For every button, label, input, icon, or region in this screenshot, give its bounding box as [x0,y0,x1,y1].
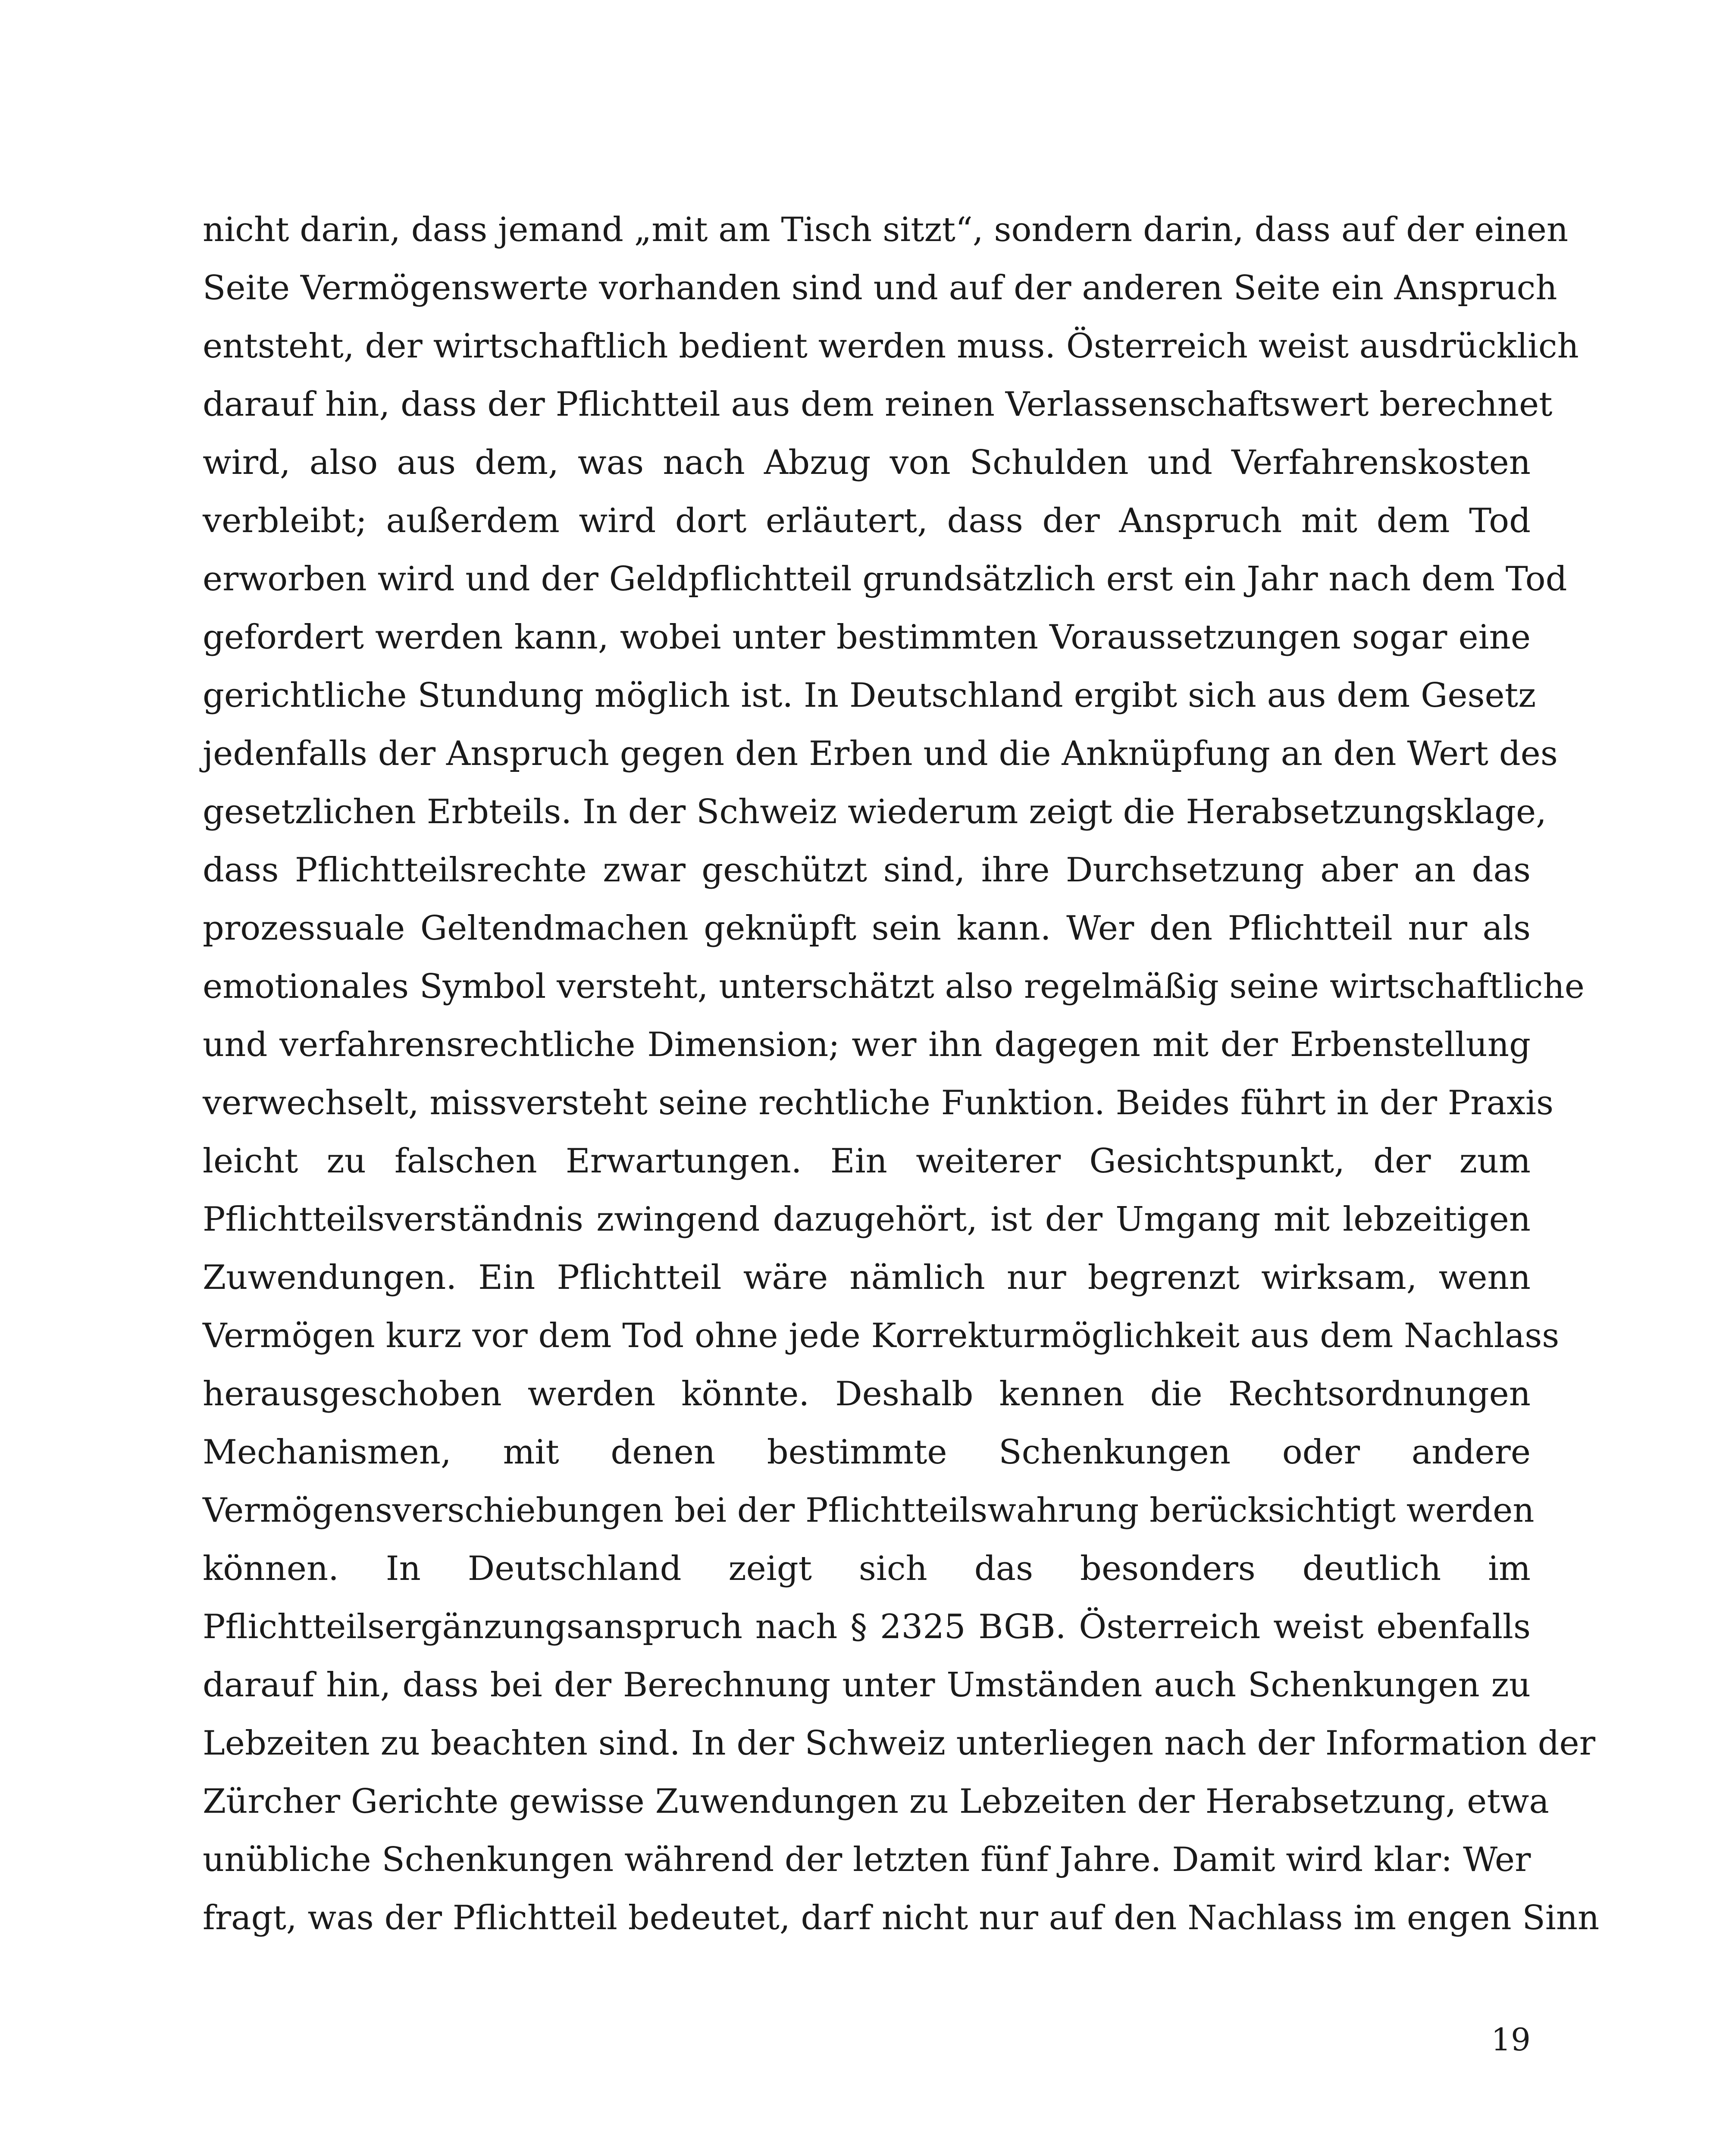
text-line: nicht darin, dass jemand „mit am Tisch sitzt“, sondern darin, dass auf der einen [203,210,1569,249]
text-line: und verfahrensrechtliche Dimension; wer ihn dagegen mit der Erbenstellung [203,1025,1531,1064]
text-line: verwechselt, missversteht seine rechtliche Funktion. Beides führt in der Praxis [203,1084,1554,1122]
text-line: Pflichtteilsverständnis zwingend dazugehört, ist der Umgang mit lebzeitigen [203,1200,1531,1239]
text-line: entsteht, der wirtschaftlich bedient werden muss. Österreich weist ausdrücklich [203,327,1579,366]
text-line: darauf hin, dass bei der Berechnung unter Umständen auch Schenkungen zu [203,1666,1531,1705]
text-line: herausgeschoben werden könnte. Deshalb kennen die Rechtsordnungen [203,1375,1531,1413]
text-line: Mechanismen, mit denen bestimmte Schenkungen oder andere [203,1433,1531,1472]
text-line: gesetzlichen Erbteils. In der Schweiz wiederum zeigt die Herabsetzungsklage, [203,793,1547,831]
text-line: Zuwendungen. Ein Pflichtteil wäre nämlich nur begrenzt wirksam, wenn [203,1258,1531,1297]
text-line: gerichtliche Stundung möglich ist. In Deutschland ergibt sich aus dem Gesetz [203,676,1536,715]
text-line: emotionales Symbol versteht, unterschätzt also regelmäßig seine wirtschaftliche [203,967,1585,1006]
body-text [203,201,1600,1947]
text-line: gefordert werden kann, wobei unter bestimmten Voraussetzungen sogar eine [203,618,1531,657]
text-line: jedenfalls der Anspruch gegen den Erben und die Anknüpfung an den Wert des [203,734,1558,773]
page-number: 19 [1491,2021,1531,2058]
text-line: dass Pflichtteilsrechte zwar geschützt sind, ihre Durchsetzung aber an das [203,851,1531,890]
text-line: Zürcher Gerichte gewisse Zuwendungen zu Lebzeiten der Herabsetzung, etwa [203,1782,1549,1821]
text-line: verbleibt; außerdem wird dort erläutert, dass der Anspruch mit dem Tod [203,501,1531,540]
text-line: erworben wird und der Geldpflichtteil grundsätzlich erst ein Jahr nach dem Tod [203,560,1567,599]
text-line: wird, also aus dem, was nach Abzug von Schulden und Verfahrenskosten [203,443,1531,482]
text-line: darauf hin, dass der Pflichtteil aus dem reinen Verlassenschaftswert berechnet [203,385,1553,424]
text-line: Vermögensverschiebungen bei der Pflichtteilswahrung berücksichtigt werden [203,1491,1535,1530]
text-line: unübliche Schenkungen während der letzten fünf Jahre. Damit wird klar: Wer [203,1840,1531,1879]
text-line: Pflichtteilsergänzungsanspruch nach § 2325 BGB. Österreich weist ebenfalls [203,1608,1531,1646]
text-line: können. In Deutschland zeigt sich das besonders deutlich im [203,1549,1531,1588]
text-line: Vermögen kurz vor dem Tod ohne jede Korrekturmöglichkeit aus dem Nachlass [203,1316,1560,1355]
text-line: Lebzeiten zu beachten sind. In der Schweiz unterliegen nach der Information der [203,1724,1595,1763]
text-line: Seite Vermögenswerte vorhanden sind und auf der anderen Seite ein Anspruch [203,269,1557,307]
text-line: prozessuale Geltendmachen geknüpft sein kann. Wer den Pflichtteil nur als [203,909,1531,948]
text-line: leicht zu falschen Erwartungen. Ein weiterer Gesichtspunkt, der zum [203,1142,1531,1181]
text-line: fragt, was der Pflichtteil bedeutet, darf nicht nur auf den Nachlass im engen Sinn [203,1899,1600,1937]
